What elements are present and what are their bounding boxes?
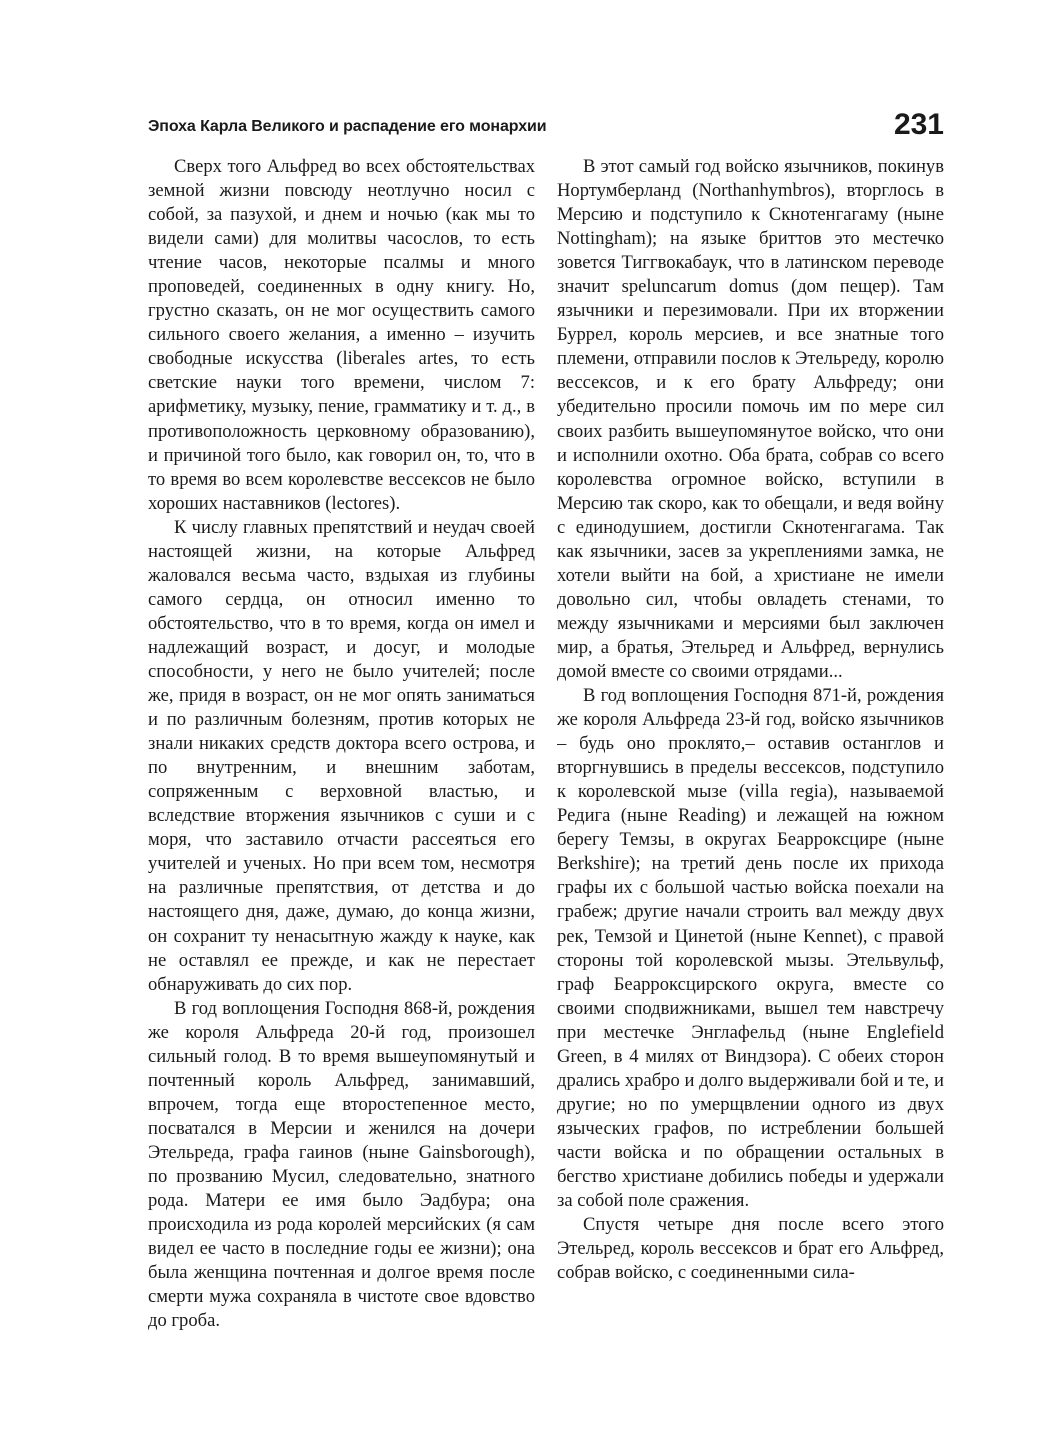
paragraph: Спустя четыре дня после всего этого Этельред, король вессексов и брат его Альфред, собрав войско, с соединенными сила-: [557, 1214, 944, 1284]
paragraph: В этот самый год войско язычников, покинув Нортумберланд (Northanhymbros), вторглось в Мерсию и подступило к Скнотенгагаму (ныне Nottingham); на языке бриттов это местечко зовется Тиггвокабаук, что в латинском переводе значит speluncarum domus (дом пещер). Там язычники и перезимовали. При их вторжении Буррел, король мерсиев, и все знатные того племени, отправили послов к Этельреду, королю вессексов, и к его брату Альфреду; они убедительно просили помочь им по мере сил своих разбить вышеупомянутое войско, что они и исполнили охотно. Оба брата, собрав со всего королевства огромное войско, вступили в Мерсию так скоро, как то обещали, и ведя войну с единодушием, достигли Скнотенгагама. Так как язычники, засев за укреплениями замка, не хотели выйти на бой, а христиане не имели довольно сил, чтобы овладеть стенами, то между язычниками и мерсиями был заключен мир, а братья, Этельред и Альфред, вернулись домой вместе со своими отрядами...: [557, 156, 944, 682]
paragraph: В год воплощения Господня 868-й, рождения же короля Альфреда 20-й год, произошел сильный голод. В то время вышеупомянутый и почтенный король Альфред, занимавший, впрочем, тогда еще второстепенное место, посватался в Мерсии и женился на дочери Этельреда, графа гаинов (ныне Gainsborough), по прозванию Мусил, следовательно, знатного рода. Матери ее имя было Эадбура; она происходила из рода королей мерсийских (я сам видел ее часто в последние годы ее жизни); она была женщина почтенная и долгое время после смерти мужа сохраняла в чистоте свое вдовство до гроба.: [148, 997, 535, 1332]
paragraph: В год воплощения Господня 871-й, рождения же короля Альфреда 23-й год, войско язычников – будь оно проклято,– оставив останглов и вторгнувшись в пределы вессексов, подступило к королевской мызе (villa regia), называемой Редига (ныне Reading) и лежащей на южном берегу Темзы, в округах Беарроксцире (ныне Berkshire); на третий день после их прихода графы их с большой частью войска поехали на грабеж; другие начали строить вал между двух рек, Темзой и Цинетой (ныне Kennet), с правой стороны той королевской мызы. Этельвульф, граф Беарроксцирского округа, вместе со своими сподвижниками, вышел тем навстречу при местечке Энглафельд (ныне Englefield Green, в 4 милях от Виндзора). С обеих сторон дрались храбро и долго выдерживали бой и те, и другие; но по умерщвлении одного из двух языческих графов, по истреблении большей части войска и по обращении остальных в бегство христиане добились победы и удержали за собой поле сражения.: [557, 685, 944, 1212]
paragraph: Сверх того Альфред во всех обстоятельствах земной жизни повсюду неотлучно носил с собой, за пазухой, и днем и ночью (как мы то видели сами) для молитвы часослов, то есть чтение часов, некоторые псалмы и много проповедей, соединенных в одну книгу. Но, грустно сказать, он не мог осуществить самого сильного своего желания, а именно – изучить свободные искусства (liberales artes, то есть светские науки того времени, числом 7: арифметику, музыку, пение, грамматику и т. д., в противоположность церковному образованию), и причиной того было, как говорил он, то, что в то время во всем королевстве вессексов не было хороших наставников (lectores).: [148, 156, 535, 514]
paragraph: К числу главных препятствий и неудач своей настоящей жизни, на которые Альфред жаловался весьма часто, вздыхая из глубины самого сердца, он относил именно то обстоятельство, что в то время, когда он имел и надлежащий возраст, и досуг, и молодые способности, у него не было учителей; после же, придя в возраст, он не мог опять заниматься и по различным болезням, против которых не знали никаких средств доктора всего острова, и по внутренним, и внешним заботам, сопряженным с верховной властью, и вследствие вторжения язычников с суши и с моря, что заставило отчасти рассеяться его учителей и ученых. Но при всем том, несмотря на различные препятствия, от детства и до настоящего дня, даже, думаю, до конца жизни, он сохранит ту ненасытную жажду к науке, как не оставлял ее прежде, и как не перестает обнаруживать до сих пор.: [148, 516, 535, 995]
right-text-column: [557, 155, 944, 1355]
page-header: [148, 108, 944, 146]
running-head: Эпоха Карла Великого и распадение его монархии: [148, 118, 547, 135]
page-number: 231: [893, 108, 944, 141]
left-text-column: [148, 155, 535, 1355]
